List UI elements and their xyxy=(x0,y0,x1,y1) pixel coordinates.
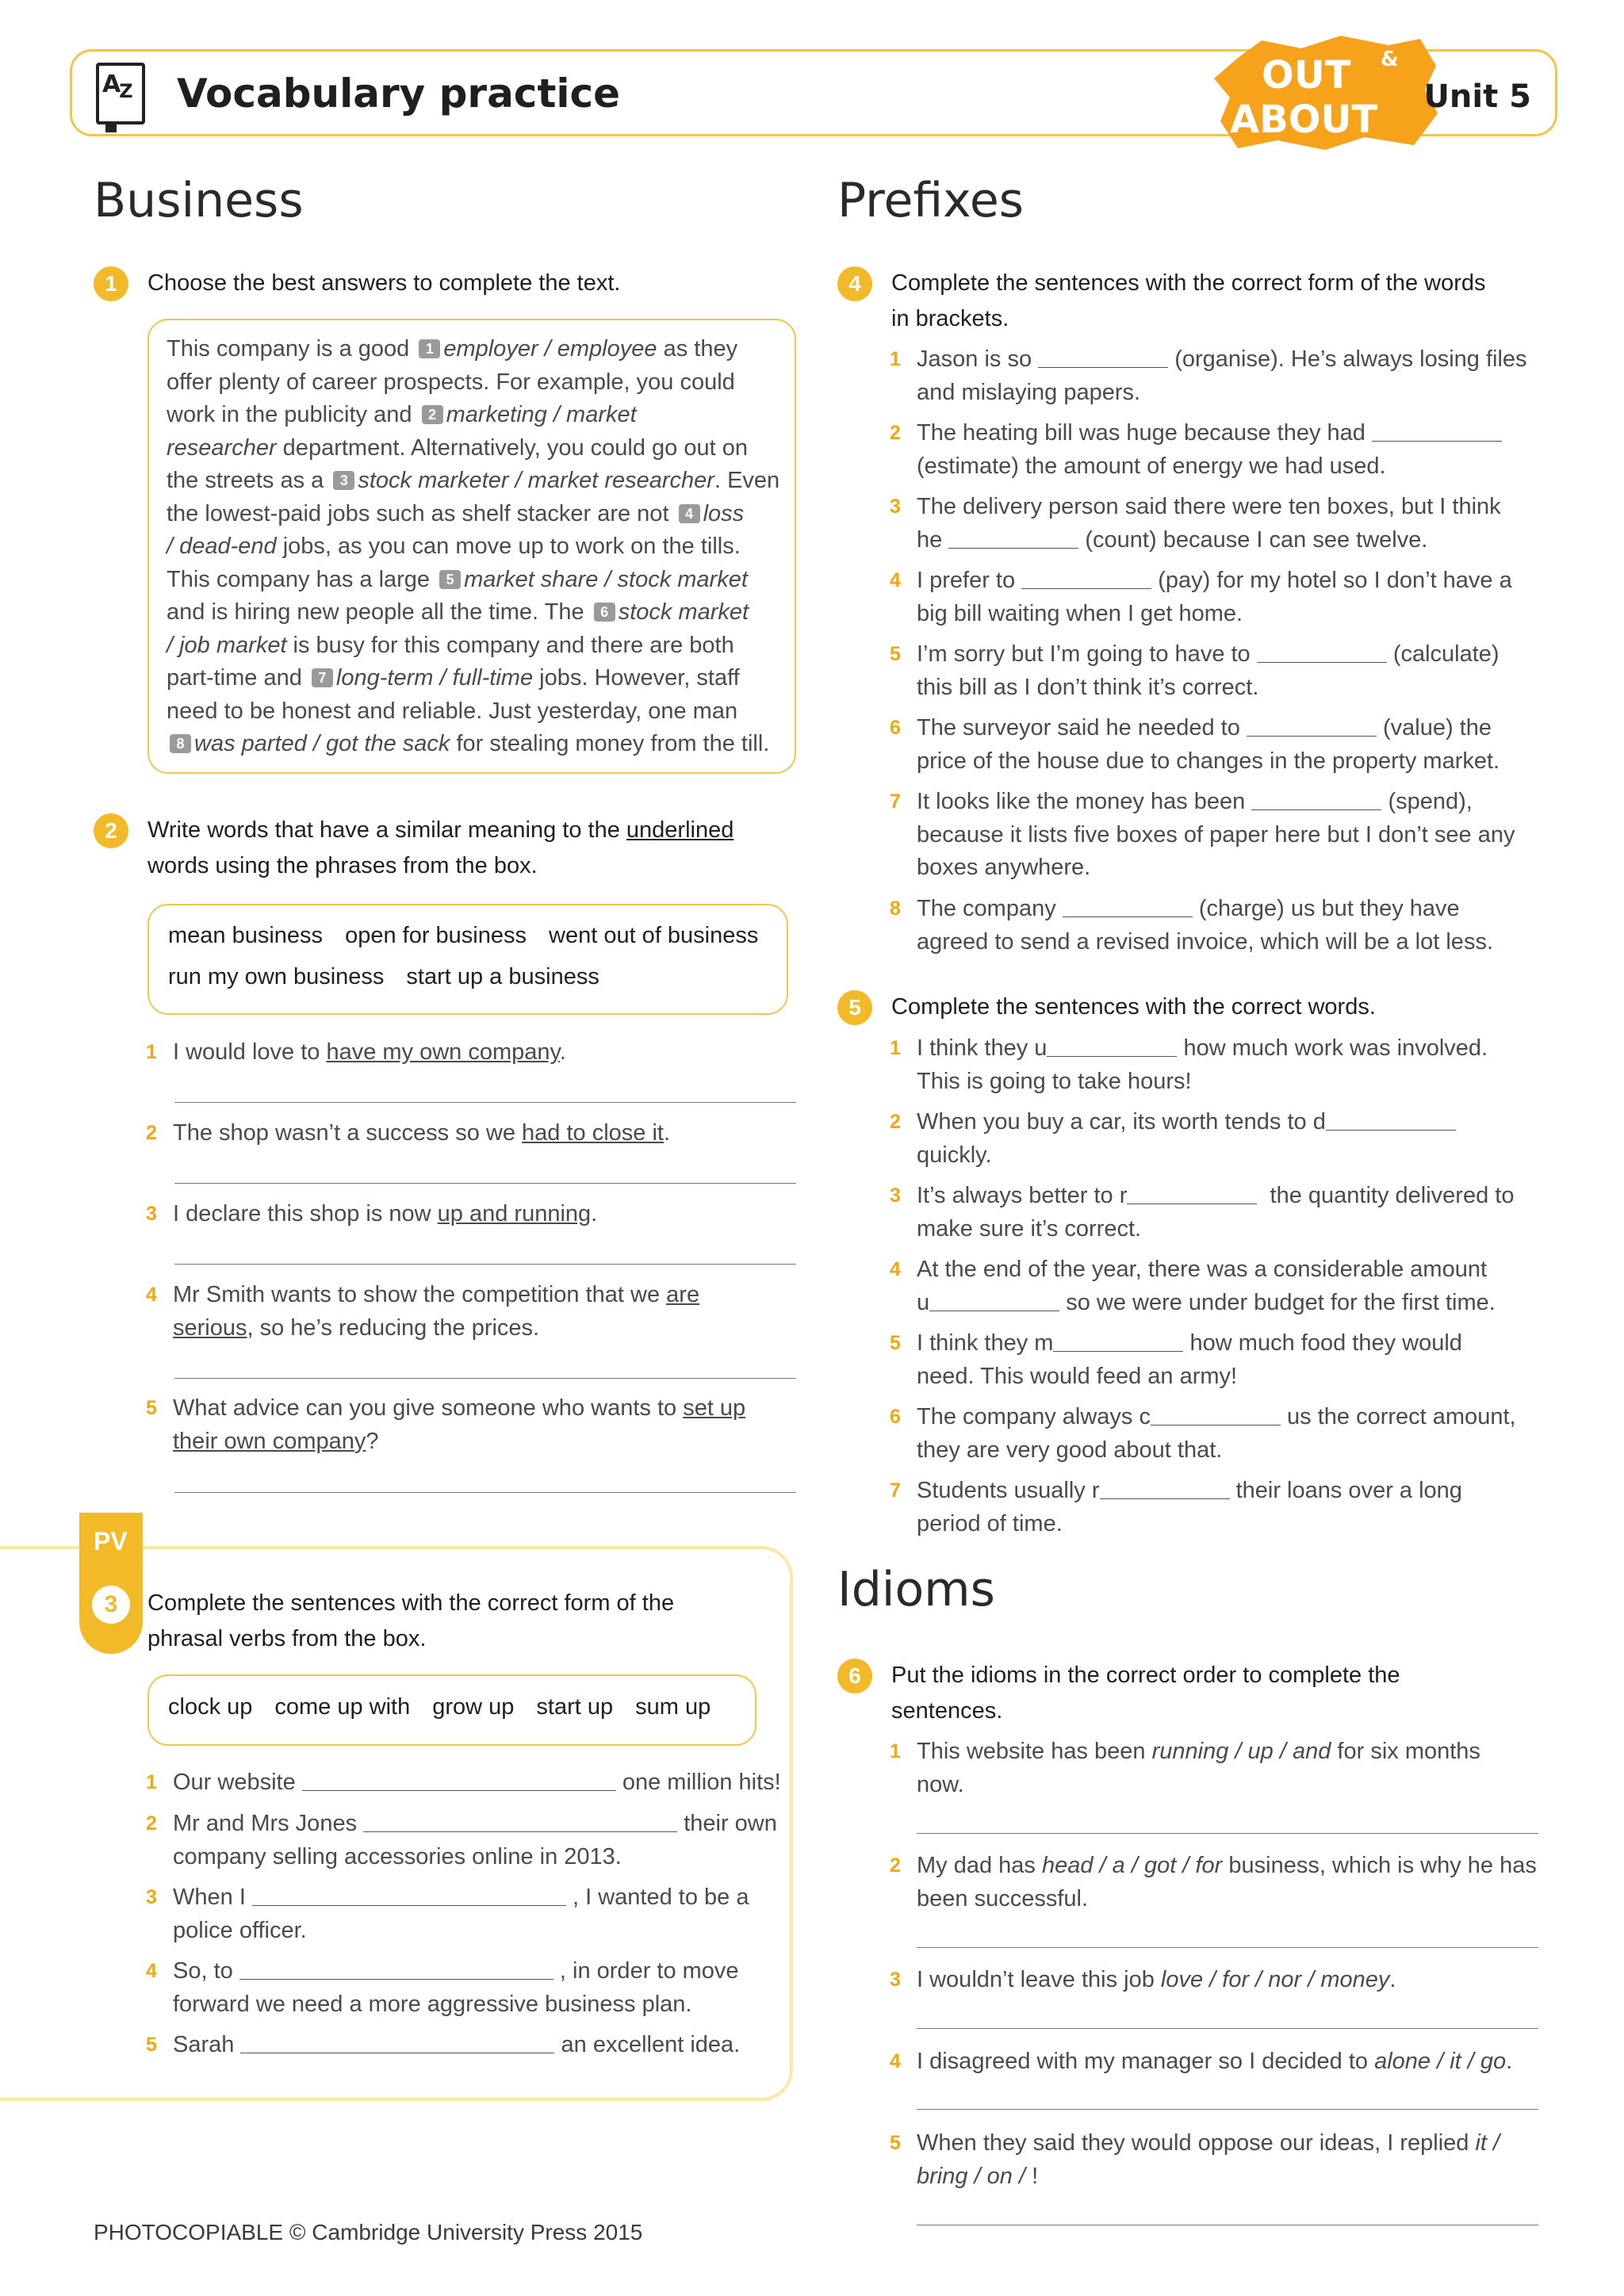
word-box-row xyxy=(168,964,622,990)
answer-gap[interactable] xyxy=(1100,1475,1230,1499)
word-box-row xyxy=(168,1694,733,1720)
exercise-number: 5 xyxy=(837,990,872,1025)
answer-line[interactable] xyxy=(917,1833,1538,1834)
copyright-footer: PHOTOCOPIABLE © Cambridge University Press 2015 xyxy=(94,2220,643,2244)
box-phrase: mean business xyxy=(168,923,324,948)
answer-gap[interactable] xyxy=(239,1956,553,1980)
exercise-number: 2 xyxy=(94,813,128,848)
text-line: the lowest-paid jobs such as shelf stacker are not 4 loss xyxy=(167,500,745,526)
exercise-number: 6 xyxy=(837,1659,872,1693)
box-phrase: clock up xyxy=(168,1694,253,1720)
answer-gap[interactable] xyxy=(1021,565,1151,589)
pv-label: PV xyxy=(94,1527,128,1556)
text-line: offer plenty of career prospects. For example, you could xyxy=(167,369,735,395)
exercise-number: 3 xyxy=(92,1586,130,1624)
exercise-instruction: Complete the sentences with the correct form of the words in brackets. xyxy=(891,270,1486,331)
answer-option[interactable]: stock marketer / market researcher xyxy=(358,468,714,493)
exercise-instruction: Put the idioms in the correct order to complete the sentences. xyxy=(891,1663,1400,1724)
exercise-number: 4 xyxy=(837,266,872,301)
text-line: / job market is busy for this company and there are both xyxy=(167,632,734,658)
answer-option[interactable]: stock market xyxy=(618,599,749,625)
answer-gap[interactable] xyxy=(1251,786,1381,810)
answer-gap[interactable] xyxy=(1326,1107,1456,1131)
reading-text xyxy=(167,333,793,761)
svg-text:OUT: OUT xyxy=(1262,53,1351,98)
box-phrase: come up with xyxy=(274,1694,411,1720)
exercise-instruction: Complete the sentences with the correct form of the phrasal verbs from the box. xyxy=(147,1590,675,1651)
page-title: Vocabulary practice xyxy=(177,71,621,117)
answer-gap[interactable] xyxy=(1038,344,1168,368)
answer-option[interactable]: long-term / full-time xyxy=(335,665,534,691)
answer-gap[interactable] xyxy=(1247,713,1377,737)
answer-line[interactable] xyxy=(174,1102,796,1103)
answer-option[interactable]: loss xyxy=(703,500,745,526)
answer-gap[interactable] xyxy=(252,1882,566,1906)
answer-option[interactable]: / job market xyxy=(167,632,287,658)
answer-line[interactable] xyxy=(174,1183,796,1184)
business-heading: Business xyxy=(94,173,304,228)
text-line: and is hiring new people all the time. The 6 stock market xyxy=(167,599,749,625)
word-box xyxy=(147,904,788,1015)
text-line: This company has a large 5 market share / stock market xyxy=(167,566,748,592)
answer-line[interactable] xyxy=(174,1264,796,1265)
svg-text:ABOUT: ABOUT xyxy=(1230,98,1378,142)
exercise-number: 1 xyxy=(94,266,128,301)
text-line: researcher department. Alternatively, you could go out on xyxy=(167,434,748,461)
text-line: the streets as a 3 stock marketer / market researcher. Even xyxy=(167,468,780,493)
answer-option[interactable]: / dead-end xyxy=(167,534,277,559)
answer-gap[interactable] xyxy=(929,1288,1059,1311)
box-phrase: grow up xyxy=(432,1694,515,1720)
question-badge: 3 xyxy=(333,471,354,490)
answer-gap[interactable] xyxy=(1053,1328,1183,1352)
answer-line[interactable] xyxy=(917,2028,1538,2029)
text-line: / dead-end jobs, as you can move up to work on the tills. xyxy=(167,534,741,559)
text-line: need to be honest and reliable. Just yesterday, one man xyxy=(167,698,738,724)
answer-line[interactable] xyxy=(174,1492,796,1493)
question-badge: 8 xyxy=(170,734,191,753)
text-line: work in the publicity and 2 marketing / market xyxy=(167,402,637,427)
question-badge: 2 xyxy=(422,405,443,424)
out-and-about-logo xyxy=(1206,34,1444,153)
answer-gap[interactable] xyxy=(1372,418,1502,442)
answer-option[interactable]: employer / employee xyxy=(443,336,657,362)
exercise-instruction: Choose the best answers to complete the text. xyxy=(147,270,621,296)
text-line: 8 was parted / got the sack for stealing money from the till. xyxy=(167,728,793,761)
unit-label: Unit 5 xyxy=(1423,78,1531,115)
prefixes-heading: Prefixes xyxy=(837,173,1025,228)
answer-option[interactable]: marketing / market xyxy=(446,402,637,427)
word-box-row xyxy=(168,923,780,949)
answer-line[interactable] xyxy=(917,1947,1538,1948)
svg-text:&: & xyxy=(1381,48,1399,71)
answer-gap[interactable] xyxy=(240,2030,554,2053)
exercise-instruction: Complete the sentences with the correct words. xyxy=(891,994,1376,1020)
answer-gap[interactable] xyxy=(1151,1402,1281,1425)
answer-gap[interactable] xyxy=(302,1767,616,1791)
box-phrase: run my own business xyxy=(168,964,385,989)
answer-line[interactable] xyxy=(174,1378,796,1379)
text-line: This company is a good 1 employer / employee as they xyxy=(167,336,738,362)
question-badge: 1 xyxy=(419,339,440,358)
question-badge: 6 xyxy=(594,603,615,622)
exercise-instruction: Write words that have a similar meaning to the underlined words using the phrases from the box. xyxy=(147,817,734,878)
answer-gap[interactable] xyxy=(1063,894,1193,917)
text-line: part-time and 7 long-term / full-time jobs. However, staff xyxy=(167,665,740,691)
box-phrase: open for business xyxy=(345,923,527,948)
answer-option[interactable]: researcher xyxy=(167,434,277,461)
question-badge: 7 xyxy=(312,668,333,687)
answer-gap[interactable] xyxy=(363,1808,677,1832)
answer-option[interactable]: was parted / got the sack xyxy=(194,731,450,756)
question-badge: 4 xyxy=(679,504,700,523)
answer-option[interactable]: market share / stock market xyxy=(464,566,748,592)
az-dictionary-icon: $A_Z$ xyxy=(96,63,145,124)
box-phrase: start up xyxy=(536,1694,614,1720)
answer-line[interactable] xyxy=(917,2109,1538,2110)
page-header xyxy=(70,48,1557,142)
box-phrase: start up a business xyxy=(406,964,599,989)
box-phrase: went out of business xyxy=(549,923,759,948)
question-badge: 5 xyxy=(439,570,461,589)
answer-gap[interactable] xyxy=(948,525,1078,549)
box-phrase: sum up xyxy=(635,1694,711,1720)
answer-gap[interactable] xyxy=(1047,1033,1177,1057)
answer-gap[interactable] xyxy=(1257,639,1387,663)
answer-gap[interactable] xyxy=(1127,1181,1257,1204)
idioms-heading: Idioms xyxy=(837,1562,995,1617)
